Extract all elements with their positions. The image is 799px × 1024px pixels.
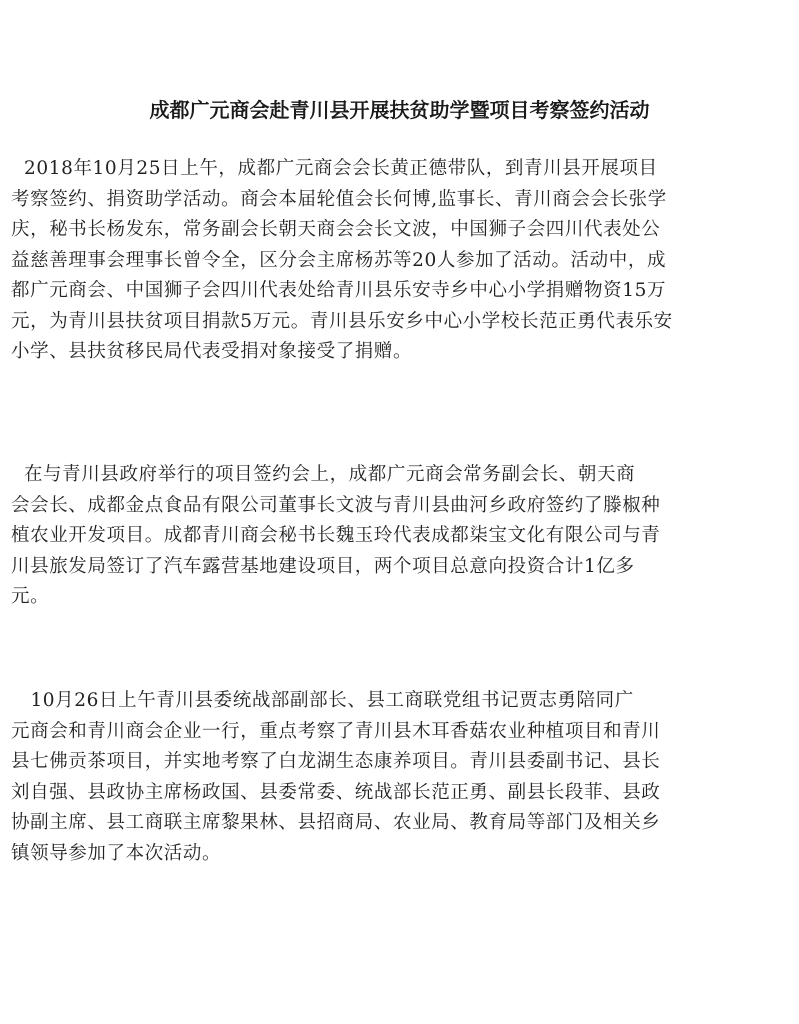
- paragraph-line: 会会长、成都金点食品有限公司董事长文波与青川县曲河乡政府签约了滕椒种: [11, 494, 661, 516]
- paragraph-line: 协副主席、县工商联主席黎果林、县招商局、农业局、教育局等部门及相关乡: [11, 812, 661, 833]
- paragraph-line: 县七佛贡茶项目，并实地考察了白龙湖生态康养项目。青川县委副书记、县长: [11, 751, 661, 772]
- paragraph-line: 小学、县扶贫移民局代表受捐对象接受了捐赠。: [11, 341, 413, 362]
- paragraph-2: [11, 460, 781, 613]
- paragraph-line: 川县旅发局签订了汽车露营基地建设项目，两个项目总意向投资合计1亿多: [11, 555, 635, 577]
- paragraph-line: 2018年10月25日上午，成都广元商会会长黄正德带队，到青川县开展项目: [11, 158, 658, 179]
- paragraph-line: 在与青川县政府举行的项目签约会上，成都广元商会常务副会长、朝天商: [11, 464, 636, 485]
- paragraph-line: 刘自强、县政协主席杨政国、县委常委、统战部长范正勇、副县长段菲、县政: [11, 781, 661, 803]
- paragraph-line: 元商会和青川商会企业一行，重点考察了青川县木耳香菇农业种植项目和青川: [11, 720, 661, 742]
- paragraph-3: [11, 686, 781, 869]
- paragraph-1: [11, 154, 781, 368]
- paragraph-line: 都广元商会、中国狮子会四川代表处给青川县乐安寺乡中心小学捐赠物资15万: [11, 280, 667, 301]
- paragraph-line: 植农业开发项目。成都青川商会秘书长魏玉玲代表成都柒宝文化有限公司与青: [11, 525, 661, 546]
- document-title: 成都广元商会赴青川县开展扶贫助学暨项目考察签约活动: [149, 98, 650, 122]
- paragraph-line: 考察签约、捐资助学活动。商会本届轮值会长何博,监事长、青川商会会长张学: [11, 188, 667, 210]
- paragraph-line: 元，为青川县扶贫项目捐款5万元。青川县乐安乡中心小学校长范正勇代表乐安: [11, 310, 673, 332]
- paragraph-line: 元。: [11, 586, 50, 607]
- paragraph-line: 庆，秘书长杨发东，常务副会长朝天商会会长文波，中国狮子会四川代表处公: [11, 219, 661, 240]
- paragraph-line: 益慈善理事会理事长曾令全，区分会主席杨苏等20人参加了活动。活动中，成: [11, 249, 667, 271]
- paragraph-line: 10月26日上午青川县委统战部副部长、县工商联党组书记贾志勇陪同广: [11, 690, 634, 711]
- paragraph-line: 镇领导参加了本次活动。: [11, 842, 222, 864]
